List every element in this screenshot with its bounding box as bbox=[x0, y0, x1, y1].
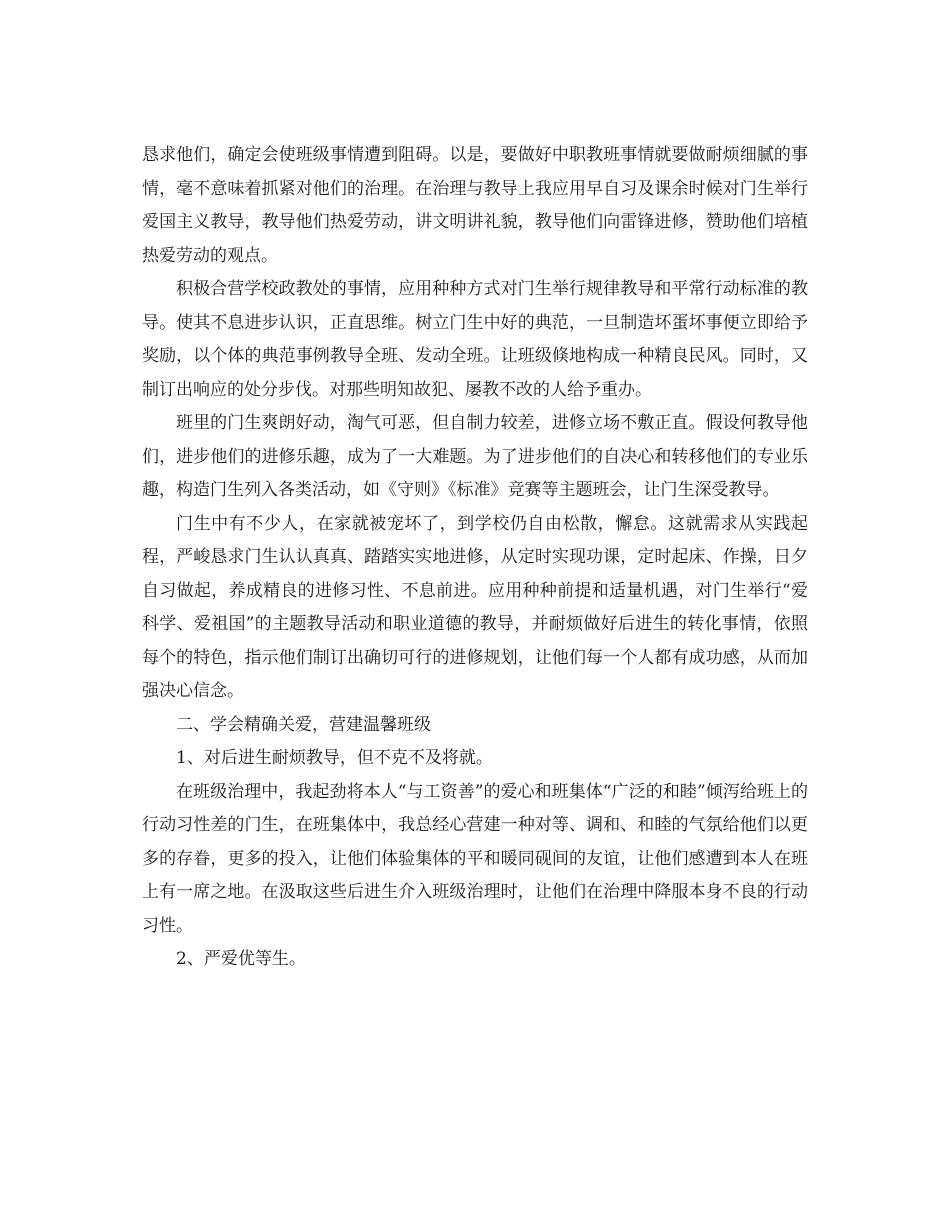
subheading-1: 1、对后进生耐烦教导，但不克不及将就。 bbox=[176, 748, 493, 768]
section-heading-2: 二、学会精确关爱，营建温馨班级 bbox=[176, 714, 431, 735]
document-body bbox=[142, 139, 808, 977]
paragraph-5: 在班级治理中，我起劲将本人“与工资善”的爱心和班集体“广泛的和睦”倾泻给班上的行动习性差的门生，在班集体中，我总经心营建一种对等、调和、和睦的气氛给他们以更多的存眷，更多的投入，让他们体验集体的平和暖同砚间的友谊，让他们感遭到本人在班上有一席之地。在汲取这些后进生介入班级治理时，让他们在治理中降服本身不良的行动习性。 bbox=[142, 781, 808, 936]
paragraph-2: 积极合营学校政教处的事情，应用种种方式对门生举行规律教导和平常行动标准的教导。使其不息进步认识，正直思维。树立门生中好的典范，一旦制造坏蛋坏事便立即给予奖励，以个体的典范事例教导全班、发动全班。让班级倏地构成一种精良民风。同时，又制订出响应的处分步伐。对那些明知故犯、屡教不改的人给予重办。 bbox=[142, 279, 808, 400]
paragraph-3: 班里的门生爽朗好动，淘气可恶，但自制力较差，进修立场不敷正直。假设何教导他们，进步他们的进修乐趣，成为了一大难题。为了进步他们的自决心和转移他们的专业乐趣，构造门生列入各类活动，如《守则》《标准》竞赛等主题班会，让门生深受教导。 bbox=[142, 413, 808, 500]
paragraph-4: 门生中有不少人，在家就被宠坏了，到学校仍自由松散，懈怠。这就需求从实践起程，严峻恳求门生认认真真、踏踏实实地进修，从定时实现功课，定时起床、作操，日夕自习做起，养成精良的进修习性、不息前进。应用种种前提和适量机遇，对门生举行“爱科学、爱祖国”的主题教导活动和职业道德的教导，并耐烦做好后进生的转化事情，依照每个的特色，指示他们制订出确切可行的进修规划，让他们每一个人都有成功感，从而加强决心信念。 bbox=[142, 513, 808, 701]
paragraph-1: 恳求他们，确定会使班级事情遭到阻碍。以是，要做好中职教班事情就要做耐烦细腻的事情，毫不意味着抓紧对他们的治理。在治理与教导上我应用早自习及课余时候对门生举行爱国主义教导，教导他们热爱劳动，讲文明讲礼貌，教导他们向雷锋进修，赞助他们培植热爱劳动的观点。 bbox=[142, 145, 808, 266]
subheading-2: 2、严爱优等生。 bbox=[176, 949, 306, 969]
